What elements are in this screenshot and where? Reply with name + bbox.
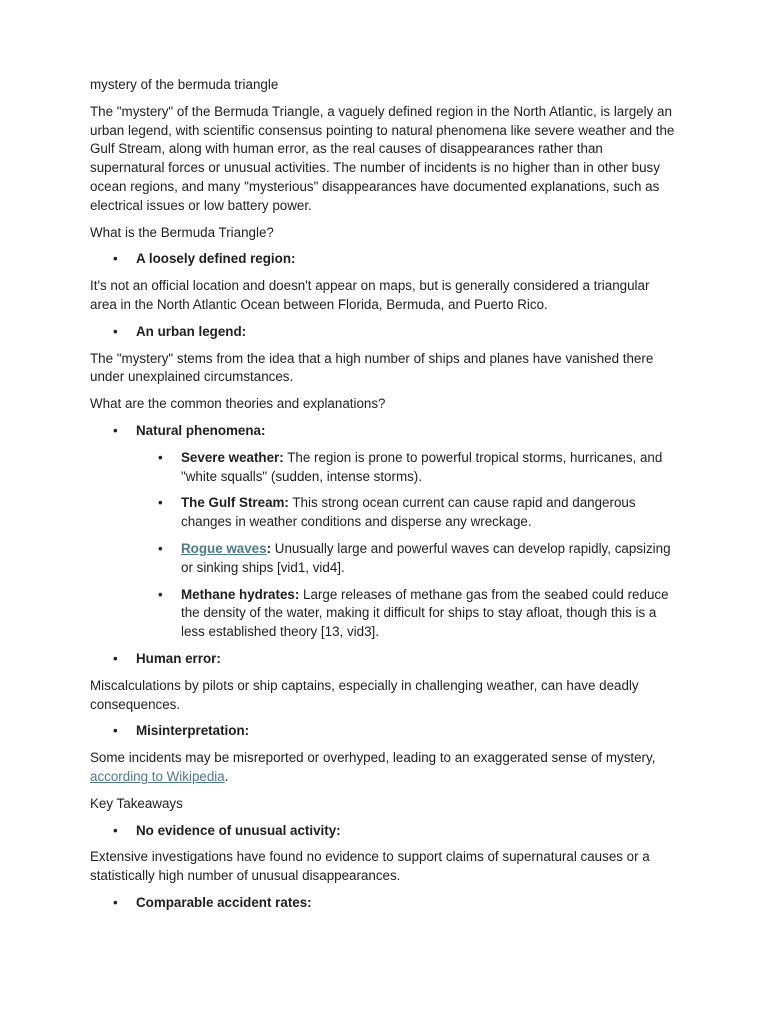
list-item [90, 650, 678, 669]
document-title: mystery of the bermuda triangle [90, 77, 279, 92]
bullet-label: An urban legend: [136, 323, 247, 339]
sub-bullet-text: The region is prone to powerful tropical storms, hurricanes, and "white squalls" (sudden, intense storms). [181, 449, 663, 484]
paragraph-misinterpretation [90, 749, 678, 787]
bullet-label: Misinterpretation: [136, 723, 250, 739]
bullet-label: Comparable accident rates: [136, 894, 312, 910]
sub-bullet-label: The Gulf Stream: [181, 495, 289, 511]
list-item [90, 323, 678, 342]
section-heading-theories: What are the common theories and explanations? [90, 396, 386, 412]
paragraph-human-error: Miscalculations by pilots or ship captains, especially in challenging weather, can have deadly consequences. [90, 677, 639, 712]
wikipedia-link[interactable]: according to Wikipedia [90, 768, 225, 784]
bullet-label: No evidence of unusual activity: [136, 822, 341, 838]
sub-bullet-label: Severe weather: [181, 449, 284, 465]
intro-paragraph: The "mystery" of the Bermuda Triangle, a vaguely defined region in the North Atlantic, is largely an urban legend, with scientific consensus pointing to natural phenomena like severe weather and the Gulf Stream, along with human error, as the real causes of disappearances rather than supernatural forces or unusual activities. The number of incidents is no higher than in other busy ocean regions, and many "mysterious" disappearances have documented explanations, such as electrical issues or low battery power. [90, 103, 675, 213]
list-item [90, 250, 678, 269]
bullet-label: Natural phenomena: [136, 422, 266, 438]
list-item [90, 894, 678, 913]
sub-bullet-text: Unusually large and powerful waves can develop rapidly, capsizing or sinking ships [vid1, vid4]. [181, 540, 671, 575]
sub-bullet-text: Large releases of methane gas from the seabed could reduce the density of the water, making it difficult for ships to stay afloat, though this is a less established theory [13, vid3]. [181, 586, 669, 640]
bullet-list [90, 650, 678, 669]
sub-bullet-list [90, 449, 678, 642]
rogue-waves-link[interactable]: Rogue waves [181, 540, 267, 556]
bullet-list [90, 722, 678, 741]
bullet-label: A loosely defined region: [136, 251, 296, 267]
sub-bullet-text: This strong ocean current can cause rapid and dangerous changes in weather conditions and disperse any wreckage. [181, 495, 636, 530]
paragraph-no-evidence: Extensive investigations have found no evidence to support claims of supernatural causes or a statistically high number of unusual disappearances. [90, 849, 650, 884]
list-item [90, 722, 678, 741]
list-item [90, 586, 678, 642]
bullet-list [90, 323, 678, 342]
section-heading-key-takeaways: Key Takeaways [90, 795, 183, 811]
paragraph-legend: The "mystery" stems from the idea that a high number of ships and planes have vanished there under unexplained circumstances. [90, 350, 654, 385]
list-item [90, 449, 678, 487]
paragraph-end: . [224, 768, 229, 784]
list-item [90, 822, 678, 841]
bullet-list [90, 894, 678, 913]
sub-bullet-label: Methane hydrates: [181, 586, 300, 602]
paragraph-region: It's not an official location and doesn't appear on maps, but is generally considered a triangular area in the North Atlantic Ocean between Florida, Bermuda, and Puerto Rico. [90, 278, 650, 312]
colon: : [266, 540, 272, 556]
section-heading-what-is: What is the Bermuda Triangle? [90, 224, 274, 240]
list-item [90, 494, 678, 532]
paragraph-text: Some incidents may be misreported or overhyped, leading to an exaggerated sense of mystery, [90, 750, 656, 766]
bullet-label: Human error: [136, 650, 221, 666]
list-item [90, 422, 678, 441]
bullet-list [90, 822, 678, 841]
bullet-list [90, 422, 678, 441]
bullet-list [90, 250, 678, 269]
list-item [90, 540, 678, 578]
